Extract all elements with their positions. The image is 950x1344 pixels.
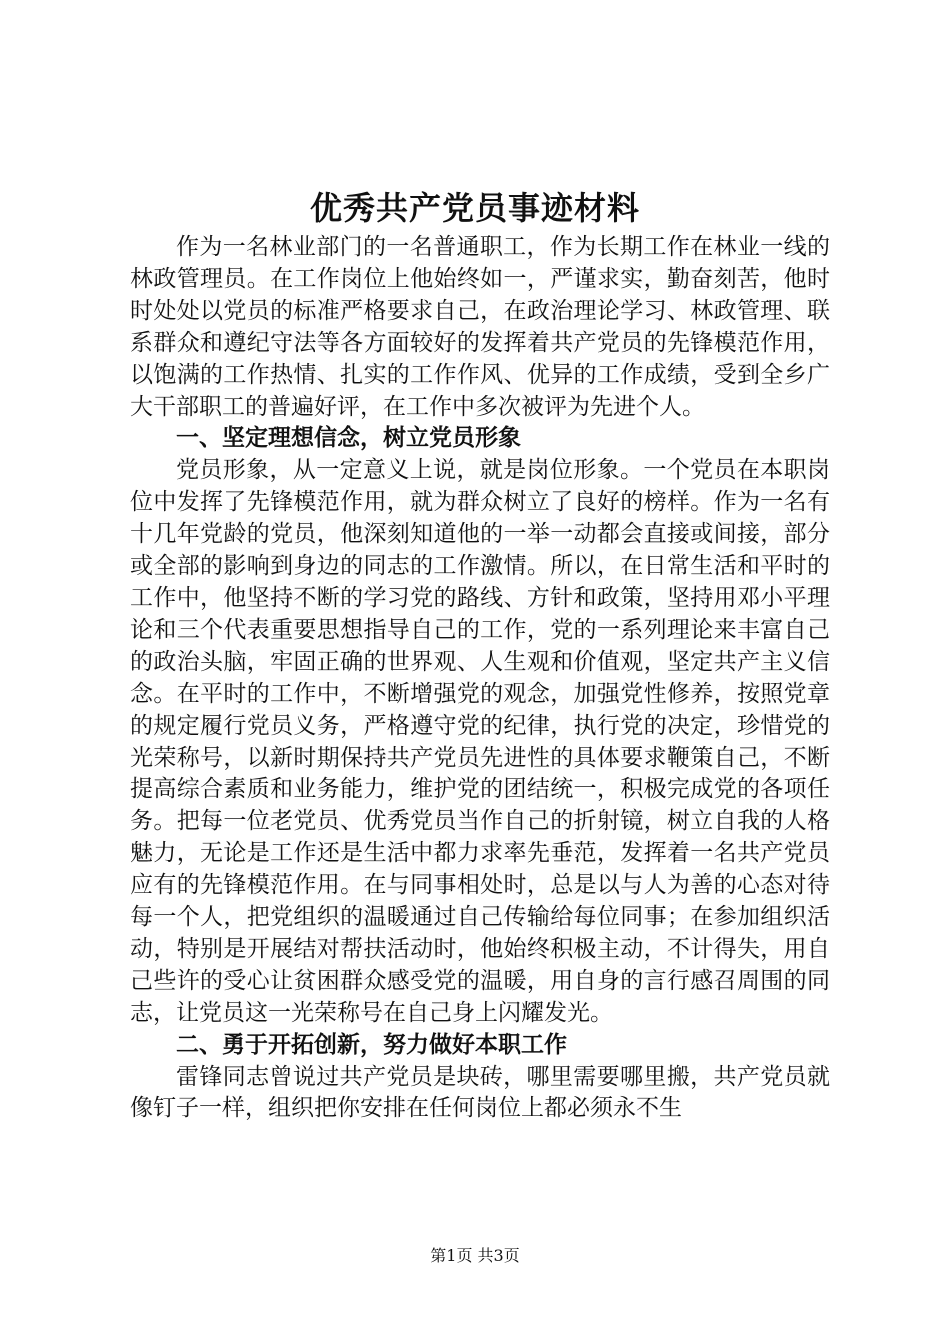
document-body [130, 232, 830, 1125]
section-heading-2: 二、勇于开拓创新，努力做好本职工作 [176, 1031, 567, 1058]
section-2-paragraph: 雷锋同志曾说过共产党员是块砖，哪里需要哪里搬，共产党员就像钉子一样，组织把你安排在任何岗位上都必须永不生 [130, 1063, 830, 1122]
section-heading-1: 一、坚定理想信念，树立党员形象 [176, 425, 521, 452]
intro-paragraph: 作为一名林业部门的一名普通职工，作为长期工作在林业一线的林政管理员。在工作岗位上他始终如一，严谨求实，勤奋刻苦，他时时处处以党员的标准严格要求自己，在政治理论学习、林政管理、联系群众和遵纪守法等各方面较好的发挥着共产党员的先锋模范作用，以饱满的工作热情、扎实的工作作风、优异的工作成绩，受到全乡广大干部职工的普遍好评，在工作中多次被评为先进个人。 [130, 234, 830, 420]
document-title: 优秀共产党员事迹材料 [309, 189, 640, 227]
section-1-paragraph: 党员形象，从一定意义上说，就是岗位形象。一个党员在本职岗位中发挥了先锋模范作用，就为群众树立了良好的榜样。作为一名有十几年党龄的党员，他深刻知道他的一举一动都会直接或间接，部分或全部的影响到身边的同志的工作激情。所以，在日常生活和平时的工作中，他坚持不断的学习党的路线、方针和政策，坚持用邓小平理论和三个代表重要思想指导自己的工作，党的一系列理论来丰富自己的政治头脑，牢固正确的世界观、人生观和价值观，坚定共产主义信念。在平时的工作中，不断增强党的观念，加强党性修养，按照党章的规定履行党员义务，严格遵守党的纪律，执行党的决定，珍惜党的光荣称号，以新时期保持共产党员先进性的具体要求鞭策自己，不断提高综合素质和业务能力，维护党的团结统一，积极完成党的各项任务。把每一位老党员、优秀党员当作自己的折射镜，树立自我的人格魅力，无论是工作还是生活中都力求率先垂范，发挥着一名共产党员应有的先锋模范作用。在与同事相处时，总是以与人为善的心态对待每一个人，把党组织的温暖通过自己传输给每位同事；在参加组织活动，特别是开展结对帮扶活动时，他始终积极主动，不计得失，用自己些许的受心让贫困群众感受党的温暖，用自身的言行感召周围的同志，让党员这一光荣称号在自己身上闪耀发光。 [130, 457, 830, 1026]
page-number-footer: 第1页 共3页 [430, 1246, 520, 1265]
